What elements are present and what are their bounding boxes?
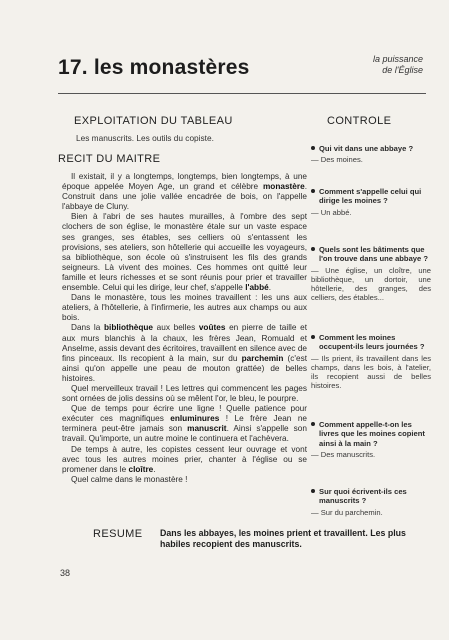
recit-paragraph: Quel merveilleux travail ! Les lettres qui commencent les pages sont ornées de jolis dessins où se mêlent l'or, le bleu, le pourpre. <box>62 383 307 404</box>
recit-keyword: monastère <box>262 182 305 192</box>
question-text: Qui vit dans une abbaye ? <box>319 144 414 153</box>
bullet-icon <box>311 335 315 339</box>
bullet-icon <box>311 189 315 193</box>
recit-body <box>62 172 307 485</box>
recit-text: . <box>153 464 156 474</box>
question-text: Sur quoi écrivent-ils ces manuscrits ? <box>319 487 407 506</box>
controle-answer: — Une église, un cloître, une bibliothèque, un dortoir, une hôtellerie, des granges, des celliers, des étables... <box>311 265 431 303</box>
exploitation-heading: EXPLOITATION DU TABLEAU <box>74 115 233 127</box>
recit-text: De temps à autre, les copistes cessent leur ouvrage et vont avec tous les autres moines prier, chanter à l'église ou se promener dans le <box>62 444 307 474</box>
recit-paragraph <box>62 323 307 384</box>
resume-text: Dans les abbayes, les moines prient et travaillent. Les plus habiles recopient des manuscrits. <box>160 528 406 549</box>
controle-answer: — Sur du parchemin. <box>311 507 383 517</box>
controle-question <box>311 144 431 153</box>
controle-heading: CONTROLE <box>327 115 392 127</box>
recit-paragraph: Dans le monastère, tous les moines travaillent : les uns aux ateliers, à l'hôtellerie, à l'infirmerie, les autres aux champs ou aux bois. <box>62 293 307 323</box>
recit-text: . Construit dans une jolie vallée encadrée de bois, on l'appelle l'abbaye de Cluny. <box>62 182 307 212</box>
controle-question <box>311 245 431 264</box>
recit-keyword: l'abbé <box>245 283 269 293</box>
subtitle-line-1: la puissance <box>372 54 423 64</box>
page-number: 38 <box>60 568 71 578</box>
controle-item <box>311 144 431 165</box>
controle-answer: — Des moines. <box>311 155 363 165</box>
recit-keyword: cloître <box>128 464 154 474</box>
title-rule <box>58 93 426 94</box>
bullet-icon <box>311 146 315 150</box>
recit-keyword: enluminures <box>170 414 220 424</box>
recit-text: . <box>268 283 271 293</box>
question-text: Comment s'appelle celui qui dirige les moines ? <box>319 187 422 206</box>
exploitation-text: Les manuscrits. Les outils du copiste. <box>76 133 214 143</box>
resume-heading: RESUME <box>93 528 143 540</box>
recit-paragraph <box>62 445 307 475</box>
controle-answer: — Ils prient, ils travaillent dans les champs, dans les bois, à l'atelier, ils recopient aussi de belles histoires. <box>311 353 431 391</box>
recit-keyword: voûtes <box>198 323 226 333</box>
controle-question <box>311 420 431 448</box>
controle-item <box>311 245 431 303</box>
bullet-icon <box>311 247 315 251</box>
recit-text: Il existait, il y a longtemps, longtemps, bien longtemps, à une époque appelée Moyen Age, un grand et célèbre <box>62 172 307 192</box>
recit-text: ! Le frère Jean ne terminera peut-être jamais son <box>62 414 307 434</box>
subtitle-line-2: de l'Église <box>382 65 423 75</box>
question-text: Comment les moines occupent-ils leurs journées ? <box>319 333 425 352</box>
controle-question <box>311 333 431 352</box>
bullet-icon <box>311 489 315 493</box>
recit-paragraph <box>62 404 307 444</box>
bullet-icon <box>311 422 315 426</box>
controle-item <box>311 187 431 217</box>
recit-paragraph <box>62 212 307 293</box>
recit-keyword: bibliothèque <box>103 323 154 333</box>
controle-answer: — Un abbé. <box>311 207 352 217</box>
controle-item <box>311 333 431 391</box>
controle-item <box>311 487 431 517</box>
recit-heading: RECIT DU MAITRE <box>58 153 161 165</box>
recit-paragraph: Quel calme dans le monastère ! <box>71 474 188 484</box>
controle-question <box>311 487 431 506</box>
question-text: Comment appelle-t-on les livres que les moines copient ainsi à la main ? <box>319 420 425 448</box>
recit-text: (c'est ainsi qu'on appelle une peau de mouton grattée) de belles histoires. <box>62 353 307 383</box>
recit-keyword: parchemin <box>241 353 284 363</box>
controle-item <box>311 420 431 459</box>
recit-text: en pierre de taille et aux murs blanchis à la chaux, les frères Jean, Romuald et Anselme, assis devant des écritoires, travaillent en silence avec de fins pinceaux. Ils recopient à la main, sur du <box>62 323 307 363</box>
recit-text: . Ainsi s'appelle son travail. Qu'importe, un autre moine le continuera et l'achèvera. <box>62 424 307 444</box>
recit-text: Bien à l'abri de ses hautes murailles, à l'ombre des sept clochers de son église, le monastère étale sur un vaste espace ses granges, ses étables, ses celliers où s'entassent les provisions, ses ateliers, son hôtellerie qui accueille les voyageurs, sa bibliothèque, son école où s'instruisent les fils des grands seigneurs. Là vivent des moines. Ces hommes ont quitté leur famille et leurs richesses et se sont réunis pour prier et travailler ensemble. Celui qui les dirige, leur chef, s'appelle <box>62 212 307 293</box>
recit-text: Que de temps pour écrire une ligne ! Quelle patience pour exécuter ces magnifiques <box>62 404 307 424</box>
page-subtitle <box>373 54 423 76</box>
page-title: 17. les monastères <box>58 56 250 79</box>
recit-keyword: manuscrit <box>187 424 227 434</box>
recit-text: aux belles <box>153 323 199 333</box>
recit-text: Dans la <box>71 323 104 333</box>
recit-paragraph <box>62 172 307 212</box>
question-text: Quels sont les bâtiments que l'on trouve dans une abbaye ? <box>319 245 428 264</box>
controle-question <box>311 187 431 206</box>
controle-answer: — Des manuscrits. <box>311 449 376 459</box>
